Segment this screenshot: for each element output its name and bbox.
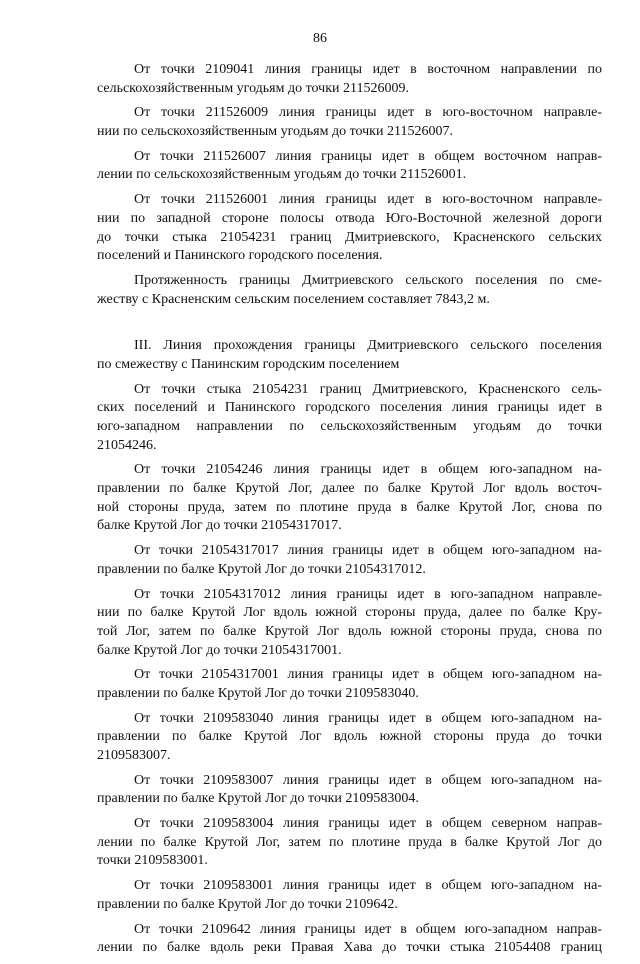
text-line: ских поселений и Панинского городского поселения линия границы идет в <box>97 400 602 416</box>
text-line: От точки 211526001 линия границы идет в юго-восточном направле- <box>134 192 602 208</box>
text-line: правлении по балке Крутой Лог до точки 21054317012. <box>97 561 426 577</box>
text-line: лении по балке Крутой Лог, затем по плотине пруда в балке Крутой Лог до <box>97 834 602 850</box>
text-line: правлении по балке Крутой Лог до точки 2109583040. <box>97 685 419 701</box>
text-line: От точки 2109642 линия границы идет в общем юго-западном направ- <box>134 921 602 937</box>
text-line: От точки 2109583001 линия границы идет в общем юго-западном на- <box>134 878 602 894</box>
text-line: жеству с Красненским сельским поселением составляет 7843,2 м. <box>97 291 490 307</box>
text-line: От точки 2109583004 линия границы идет в общем северном направ- <box>134 816 602 832</box>
paragraph <box>97 772 602 809</box>
text-line: балке Крутой Лог до точки 21054317017. <box>97 518 342 534</box>
text-line: правлении по балке Крутой Лог, далее по балке Крутой Лог вдоль восточ- <box>97 481 602 497</box>
text-line: От точки 21054317001 линия границы идет в общем юго-западном на- <box>134 667 602 683</box>
paragraph <box>97 921 602 958</box>
paragraph <box>97 272 602 309</box>
text-line: нии по сельскохозяйственным угодьям до точки 211526007. <box>97 124 453 140</box>
paragraph <box>97 666 602 703</box>
paragraph <box>97 815 602 871</box>
text-line: От точки 21054317012 линия границы идет в юго-западном направле- <box>134 586 602 602</box>
text-line: поселений и Панинского городского поселения. <box>97 248 383 264</box>
text-line: От точки 21054317017 линия границы идет в общем юго-западном на- <box>134 543 602 559</box>
text-line: правлении по балке Крутой Лог до точки 2109642. <box>97 896 398 912</box>
paragraph <box>97 586 602 661</box>
text-line: по смежеству с Панинским городским поселением <box>97 356 400 372</box>
section-gap <box>97 315 602 337</box>
paragraph <box>97 542 602 579</box>
text-line: сельскохозяйственным угодьям до точки 211526009. <box>97 80 409 96</box>
text-line: лении по сельскохозяйственным угодьям до точки 211526001. <box>97 167 467 183</box>
text-line: юго-западном направлении по сельскохозяйственным угодьям до точки <box>97 419 602 434</box>
text-line: той Лог, затем по балке Крутой Лог вдоль южной стороны пруда, снова по <box>97 623 602 639</box>
text-line: точки 2109583001. <box>97 853 208 869</box>
text-line: От точки 211526009 линия границы идет в юго-восточном направле- <box>134 105 602 121</box>
text-line: 2109583007. <box>97 748 171 763</box>
text-line: От точки стыка 21054231 границ Дмитриевского, Красненского сель- <box>134 381 602 397</box>
text-line: до точки стыка 21054231 границ Дмитриевского, Красненского сельских <box>97 229 602 245</box>
paragraph <box>97 337 602 374</box>
text-line: лении по балке вдоль реки Правая Хава до точки стыка 21054408 границ <box>97 940 602 956</box>
text-line: От точки 211526007 линия границы идет в общем восточном направ- <box>134 148 602 164</box>
text-line: Протяженность границы Дмитриевского сельского поселения по сме- <box>134 272 602 288</box>
text-line: ной стороны пруда, затем по плотине пруда в балке Крутой Лог, снова по <box>97 499 602 515</box>
paragraph <box>97 61 602 98</box>
text-line: От точки 21054246 линия границы идет в общем юго-западном на- <box>134 462 602 478</box>
text-line: балке Крутой Лог до точки 21054317001. <box>97 642 342 658</box>
document-body <box>97 61 602 964</box>
paragraph <box>97 381 602 456</box>
paragraph <box>97 148 602 185</box>
text-line: От точки 2109583007 линия границы идет в общем юго-западном на- <box>134 772 602 788</box>
paragraph <box>97 461 602 536</box>
page-number: 86 <box>313 31 327 46</box>
text-line: нии по западной стороне полосы отвода Юго-Восточной железной дороги <box>97 210 602 226</box>
paragraph <box>97 104 602 141</box>
paragraph <box>97 191 602 266</box>
paragraph <box>97 877 602 914</box>
paragraph <box>97 710 602 766</box>
text-line: правлении по балке Крутой Лог вдоль южной стороны пруда до точки <box>97 729 602 745</box>
text-line: нии по балке Крутой Лог вдоль южной стороны пруда, далее по балке Кру- <box>97 605 602 621</box>
text-line: правлении по балке Крутой Лог до точки 2109583004. <box>97 791 419 807</box>
text-line: От точки 2109041 линия границы идет в восточном направлении по <box>134 62 602 77</box>
text-line: III. Линия прохождения границы Дмитриевского сельского поселения <box>134 338 602 354</box>
text-line: От точки 2109583040 линия границы идет в общем юго-западном на- <box>134 710 602 726</box>
text-line: 21054246. <box>97 437 157 453</box>
